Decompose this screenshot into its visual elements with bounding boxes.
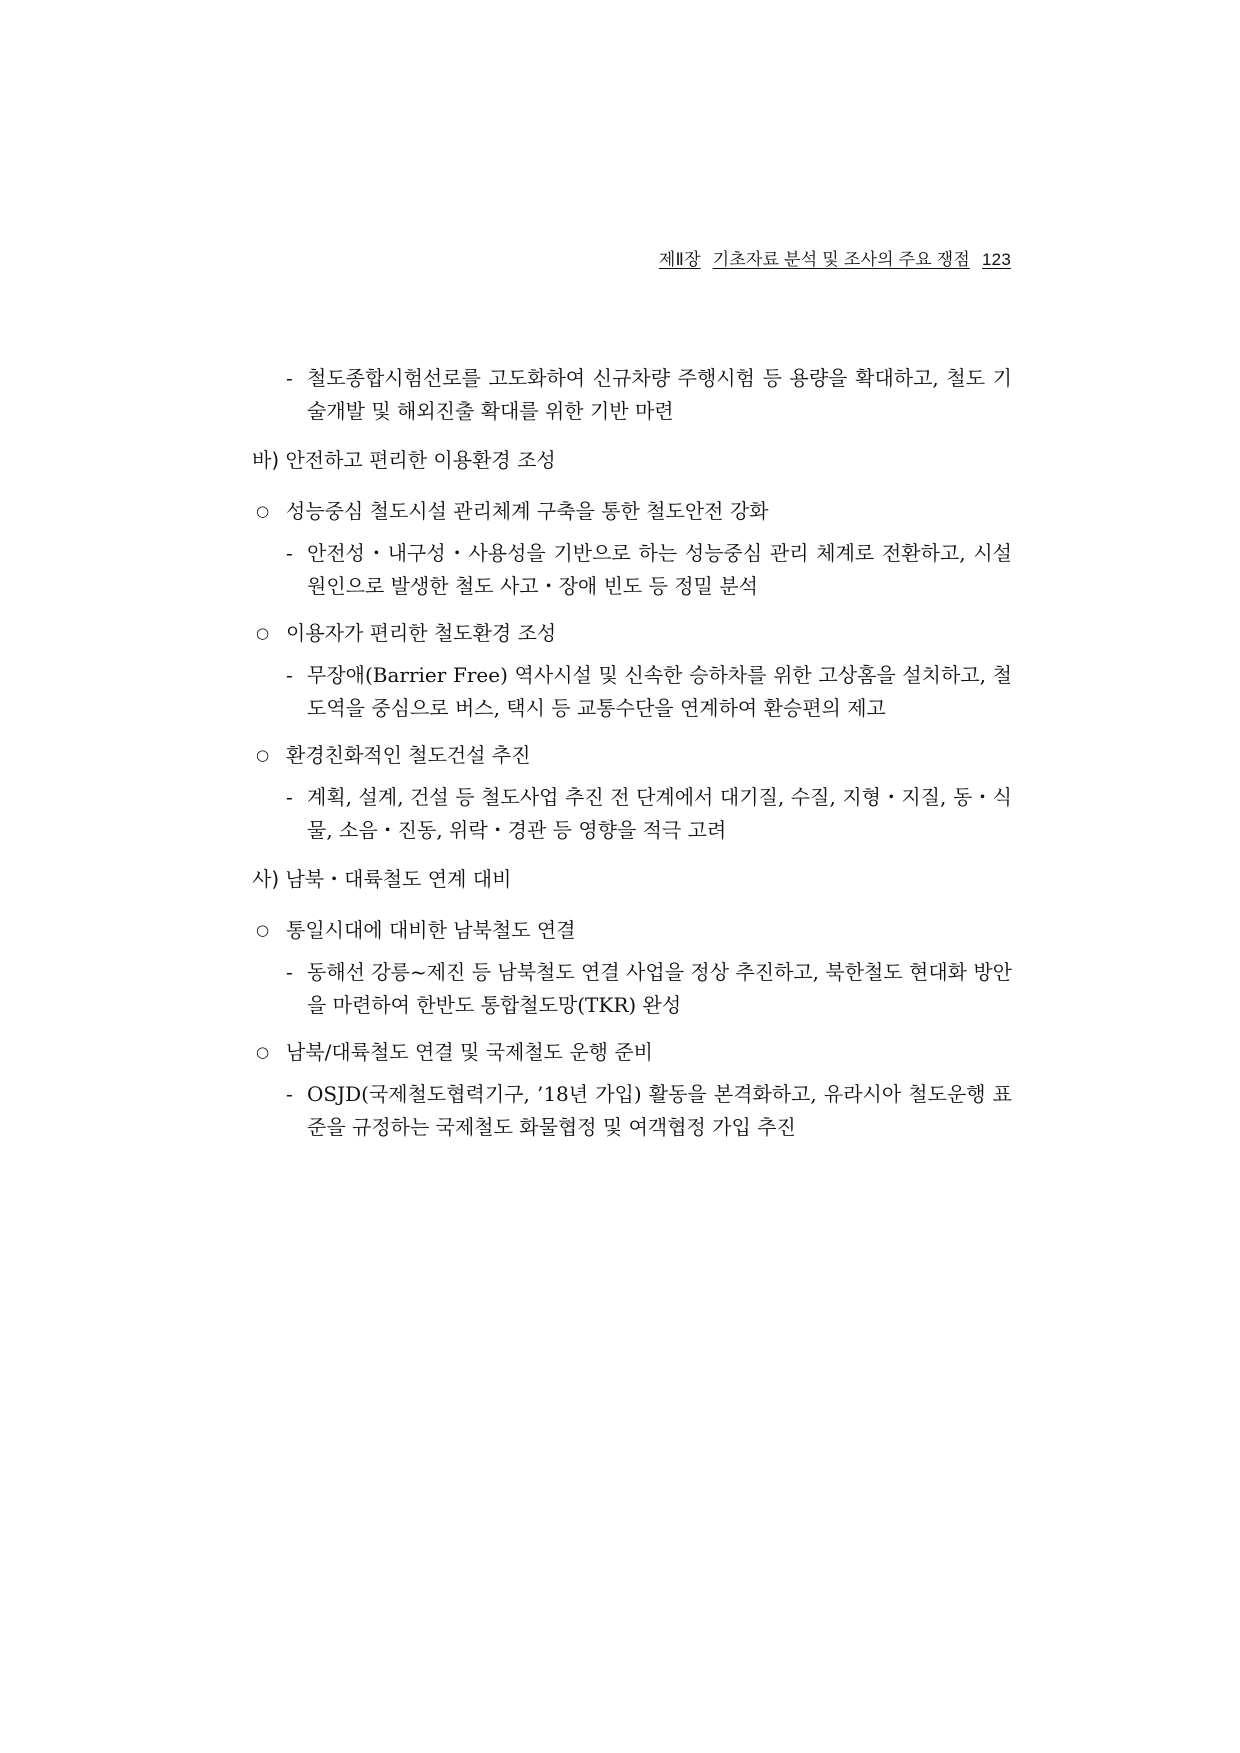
dash-item-text: 계획, 설계, 건설 등 철도사업 추진 전 단계에서 대기질, 수질, 지형・지질, 동・식물, 소음・진동, 위락・경관 등 영향을 적극 고려 <box>307 785 1012 842</box>
dash-marker: - <box>286 785 293 809</box>
circle-item-text: 이용자가 편리한 철도환경 조성 <box>286 621 557 645</box>
dash-item-text: 동해선 강릉~제진 등 남북철도 연결 사업을 정상 추진하고, 북한철도 현대화 방안을 마련하여 한반도 통합철도망(TKR) 완성 <box>307 960 1012 1017</box>
page-number: 123 <box>982 250 1011 269</box>
circle-item-text: 성능중심 철도시설 관리체계 구축을 통한 철도안전 강화 <box>286 499 769 523</box>
dash-item <box>248 956 1012 1022</box>
circle-item-text: 통일시대에 대비한 남북철도 연결 <box>286 918 576 942</box>
section-heading: 사) 남북・대륙철도 연계 대비 <box>252 867 512 891</box>
dash-marker: - <box>286 1082 293 1106</box>
dash-marker: - <box>286 663 293 687</box>
circle-item-text: 환경친화적인 철도건설 추진 <box>286 743 531 767</box>
circle-item <box>248 495 1012 528</box>
circle-item <box>248 617 1012 650</box>
dash-item-text: 무장애(Barrier Free) 역사시설 및 신속한 승하차를 위한 고상홈을 설치하고, 철도역을 중심으로 버스, 택시 등 교통수단을 연계하여 환승편의 제고 <box>307 663 1012 720</box>
chapter-label: 제Ⅱ장 <box>658 250 701 269</box>
circle-marker: ○ <box>256 1043 270 1061</box>
dash-item-text: OSJD(국제철도협력기구, ’18년 가입) 활동을 본격화하고, 유라시아 철도운행 표준을 규정하는 국제철도 화물협정 및 여객협정 가입 추진 <box>307 1082 1012 1139</box>
intro-dash-item <box>248 362 1012 428</box>
dash-marker: - <box>286 541 293 565</box>
dash-marker: - <box>286 366 293 390</box>
circle-item <box>248 914 1012 947</box>
dash-item-text: 안전성・내구성・사용성을 기반으로 하는 성능중심 관리 체계로 전환하고, 시설 원인으로 발생한 철도 사고・장애 빈도 등 정밀 분석 <box>307 541 1012 598</box>
dash-item <box>248 1078 1012 1144</box>
circle-marker: ○ <box>256 746 270 764</box>
chapter-title: 기초자료 분석 및 조사의 주요 쟁점 <box>712 250 971 269</box>
section-heading: 바) 안전하고 편리한 이용환경 조성 <box>252 448 556 472</box>
circle-item-text: 남북/대륙철도 연결 및 국제철도 운행 준비 <box>286 1040 653 1064</box>
circle-marker: ○ <box>256 624 270 642</box>
dash-marker: - <box>286 960 293 984</box>
dash-item <box>248 781 1012 847</box>
dash-item-text: 철도종합시험선로를 고도화하여 신규차량 주행시험 등 용량을 확대하고, 철도 기술개발 및 해외진출 확대를 위한 기반 마련 <box>307 366 1012 423</box>
circle-item <box>248 1036 1012 1069</box>
page-body <box>248 362 1012 1144</box>
circle-item <box>248 739 1012 772</box>
circle-marker: ○ <box>256 502 270 520</box>
circle-marker: ○ <box>256 921 270 939</box>
dash-item <box>248 537 1012 603</box>
running-header <box>620 248 1011 272</box>
dash-item <box>248 659 1012 725</box>
